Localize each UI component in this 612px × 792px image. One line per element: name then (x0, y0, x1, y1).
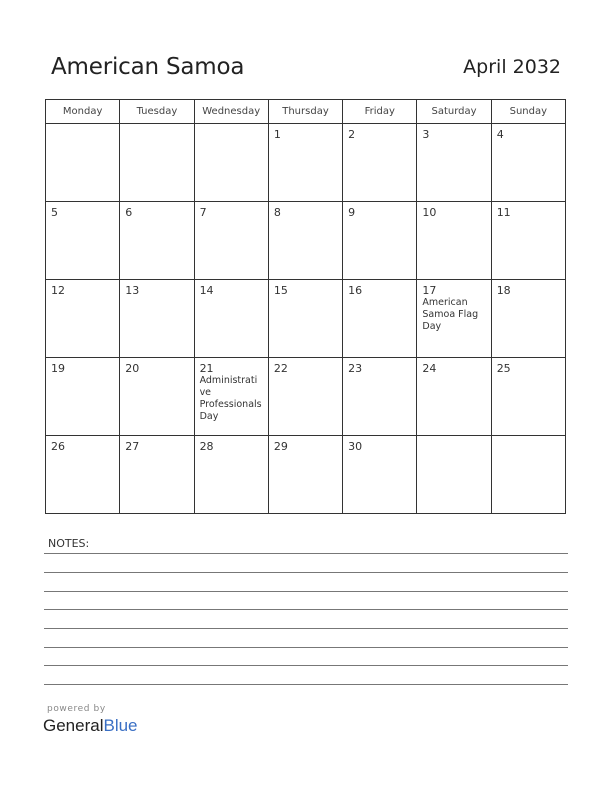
calendar-day-cell (46, 436, 120, 514)
notes-label: NOTES: (48, 537, 90, 550)
day-number: 28 (199, 440, 214, 453)
day-number: 8 (273, 206, 281, 219)
calendar-week-row (46, 202, 566, 280)
brand-logo-general: General (43, 716, 104, 735)
calendar-day-cell (194, 280, 268, 358)
calendar-day-cell (46, 358, 120, 436)
day-number: 2 (348, 128, 356, 141)
notes-line (44, 553, 568, 554)
notes-line (44, 684, 568, 685)
day-number: 7 (199, 206, 207, 219)
notes-line (44, 647, 568, 648)
day-number: 27 (125, 440, 140, 453)
day-number: 24 (422, 362, 437, 375)
day-number: 19 (51, 362, 65, 375)
calendar-day-cell (491, 436, 565, 514)
calendar-month: April 2032 (463, 56, 561, 78)
day-number: 26 (51, 440, 65, 453)
day-number: 15 (273, 284, 288, 297)
notes-line (44, 572, 568, 573)
notes-line (44, 609, 568, 610)
calendar-day-cell (120, 436, 194, 514)
day-number: 25 (496, 362, 511, 375)
calendar-day-cell (120, 358, 194, 436)
calendar-day-cell (46, 202, 120, 280)
calendar-week-row (46, 436, 566, 514)
day-number: 4 (496, 128, 504, 141)
day-number: 3 (422, 128, 430, 141)
day-number: 9 (348, 206, 356, 219)
holiday-event: American Samoa Flag Day (422, 297, 479, 332)
notes-line (44, 665, 568, 666)
calendar-day-cell (491, 202, 565, 280)
calendar-day-cell (46, 280, 120, 358)
day-number: 13 (125, 284, 140, 297)
weekday-header: Friday (343, 100, 417, 124)
weekday-header: Saturday (417, 100, 491, 124)
day-number: 1 (273, 128, 281, 141)
calendar-day-cell (343, 124, 417, 202)
calendar-day-cell (194, 124, 268, 202)
calendar-day-cell (417, 124, 491, 202)
weekday-header: Monday (46, 100, 120, 124)
brand-logo (43, 716, 138, 736)
calendar-day-cell (417, 202, 491, 280)
calendar-day-cell (417, 436, 491, 514)
calendar-day-cell (268, 436, 342, 514)
notes-line (44, 628, 568, 629)
day-number: 17 (422, 284, 437, 297)
calendar-day-cell (343, 436, 417, 514)
powered-by-text: powered by (47, 704, 106, 714)
calendar-day-cell (194, 358, 268, 436)
calendar-day-cell (120, 124, 194, 202)
brand-logo-blue: Blue (103, 716, 138, 735)
calendar-day-cell (46, 124, 120, 202)
calendar-day-cell (120, 202, 194, 280)
calendar-week-row (46, 280, 566, 358)
calendar-day-cell (417, 280, 491, 358)
day-number: 18 (496, 284, 511, 297)
calendar-day-cell (491, 280, 565, 358)
day-number: 22 (273, 362, 288, 375)
day-number: 11 (496, 206, 511, 219)
calendar-day-cell (417, 358, 491, 436)
calendar-day-cell (268, 358, 342, 436)
holiday-event: Administrative Professionals Day (199, 375, 262, 422)
weekday-header: Thursday (268, 100, 342, 124)
day-number: 30 (348, 440, 363, 453)
calendar-grid (45, 99, 566, 514)
calendar-day-cell (194, 436, 268, 514)
day-number: 21 (199, 362, 214, 375)
calendar-day-cell (491, 358, 565, 436)
calendar-week-row (46, 358, 566, 436)
calendar-day-cell (343, 358, 417, 436)
calendar-day-cell (194, 202, 268, 280)
weekday-header-row (46, 100, 566, 124)
day-number: 23 (348, 362, 363, 375)
calendar-day-cell (268, 202, 342, 280)
day-number: 5 (51, 206, 58, 219)
calendar-day-cell (268, 124, 342, 202)
calendar-week-row (46, 124, 566, 202)
weekday-header: Sunday (491, 100, 565, 124)
day-number: 6 (125, 206, 133, 219)
day-number: 29 (273, 440, 288, 453)
weekday-header: Wednesday (194, 100, 268, 124)
calendar-body (46, 124, 566, 514)
calendar-day-cell (343, 280, 417, 358)
calendar-day-cell (491, 124, 565, 202)
day-number: 16 (348, 284, 363, 297)
calendar-day-cell (343, 202, 417, 280)
day-number: 10 (422, 206, 437, 219)
calendar-title: American Samoa (51, 54, 245, 80)
day-number: 12 (51, 284, 65, 297)
weekday-header: Tuesday (120, 100, 194, 124)
calendar-day-cell (120, 280, 194, 358)
day-number: 14 (199, 284, 214, 297)
day-number: 20 (125, 362, 140, 375)
calendar-day-cell (268, 280, 342, 358)
notes-line (44, 591, 568, 592)
